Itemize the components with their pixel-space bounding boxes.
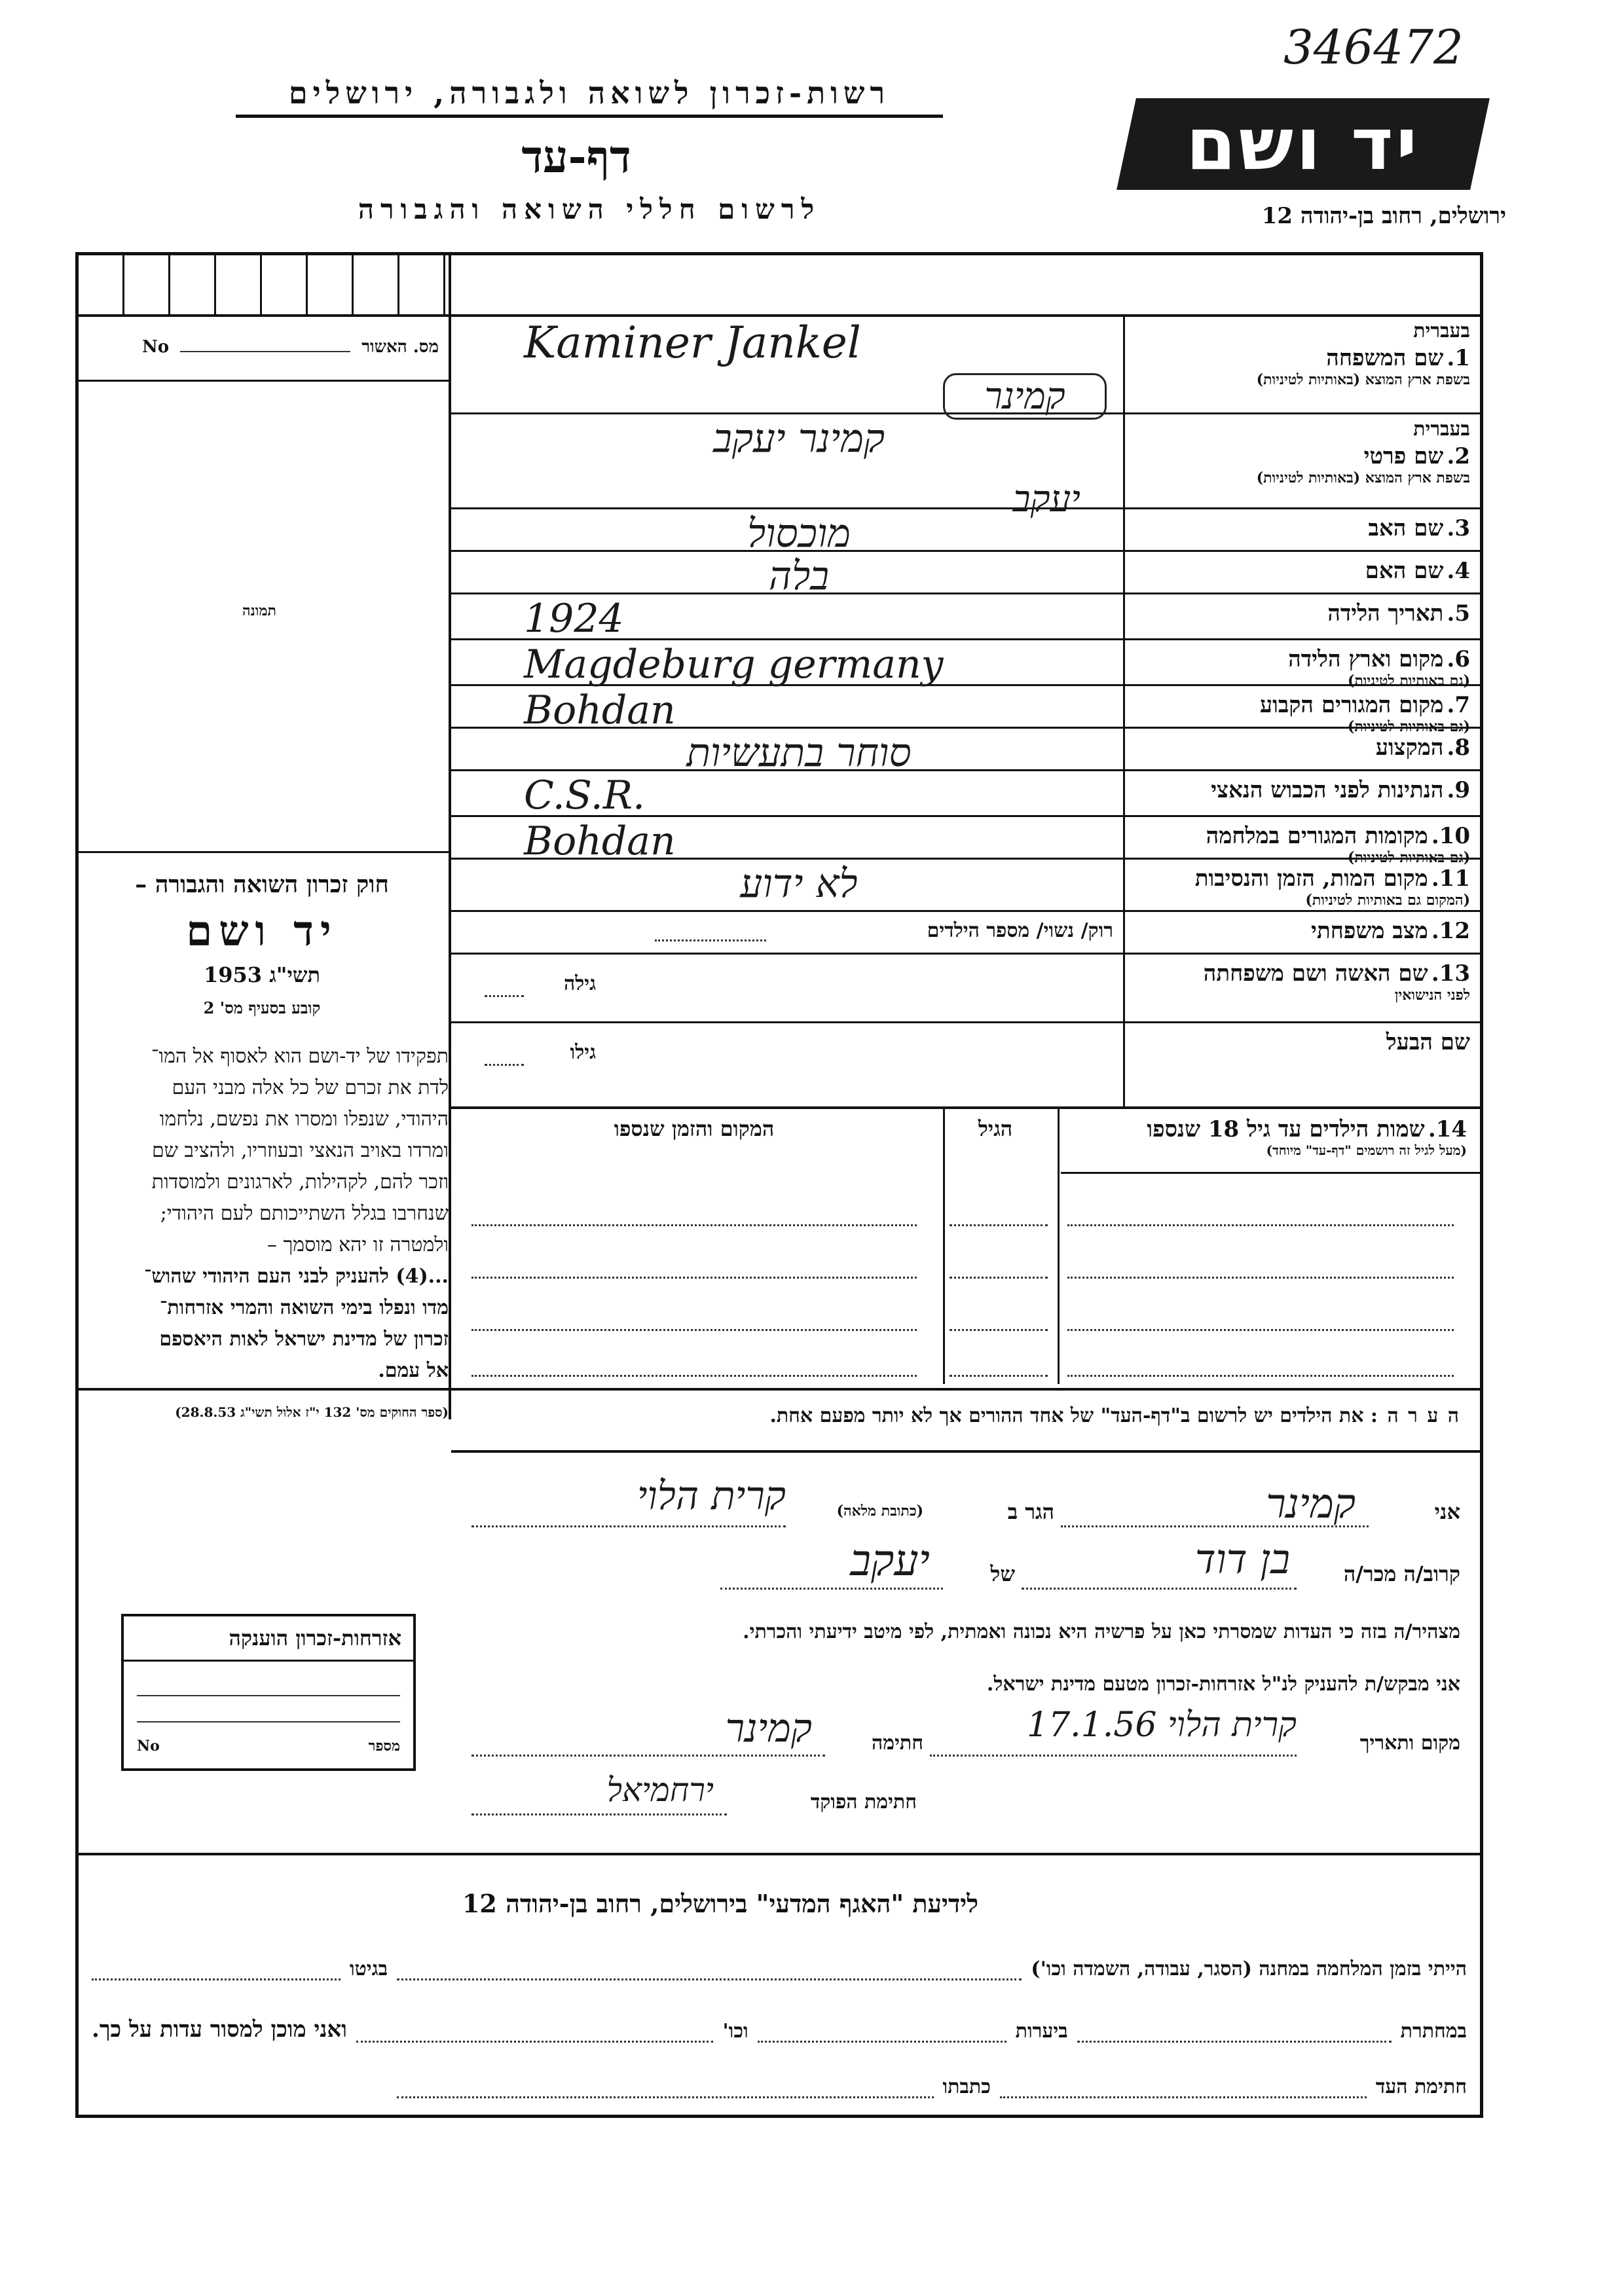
yad-vashem-logo <box>1116 98 1490 190</box>
law-text-line: וזכר להם, לקהילות, לארגונים ולמוסדות <box>151 1171 449 1194</box>
field-label: שם פרטי <box>1363 443 1444 469</box>
note-top-line <box>79 1388 1483 1391</box>
declaration-i-label: אני <box>1434 1499 1460 1524</box>
top-strip-boxes <box>79 254 445 314</box>
spouse-age-line[interactable] <box>485 1064 524 1066</box>
hebrew-tag: בעברית <box>1413 418 1470 441</box>
field-label: שם האב <box>1368 515 1444 541</box>
field-label: שם האם <box>1365 558 1444 584</box>
field-value[interactable]: Bohdan <box>524 687 676 733</box>
field-sublabel: (גם באותיות לטיניות) <box>1347 672 1470 689</box>
officer-signature-value: ירחמיאל <box>606 1771 714 1809</box>
footer-witness-address-label: כתבתו <box>942 2075 991 2098</box>
footer-camp-line[interactable] <box>397 1965 1022 1980</box>
citizenship-no-label: No <box>137 1738 160 1755</box>
note-label: ה ע ר ה : <box>1370 1404 1460 1427</box>
field-number: 5. <box>1447 600 1470 627</box>
field-label-cell <box>1130 689 1470 735</box>
field-label: שם האשה ושם משפחתה <box>1203 960 1428 987</box>
children-place-column-header: המקום והזמן שנספו <box>614 1116 775 1141</box>
footer-etc-line[interactable] <box>356 2027 713 2043</box>
field-label-cell <box>1130 319 1470 388</box>
field-label-cell <box>1130 774 1470 803</box>
field-value[interactable]: בלה <box>768 553 830 599</box>
declarant-relation-value: בן דוד <box>1194 1535 1290 1583</box>
signature-line[interactable] <box>471 1755 825 1757</box>
field-label: שם הבעל <box>1386 1029 1470 1055</box>
declaration-request: אני מבקש/ת להעניק לנ"ל אזרחות-זכרון מטעם מדינת ישראל. <box>986 1673 1460 1696</box>
children-col-line-1 <box>1058 1109 1060 1384</box>
note-bottom-line <box>451 1450 1483 1453</box>
declarant-name-value: קמינר <box>1266 1480 1356 1527</box>
field-number: 13. <box>1431 960 1470 987</box>
marital-status-options[interactable] <box>773 919 1113 942</box>
footer-forests-line[interactable] <box>758 2027 1006 2043</box>
law-text-line: ...(4) להעניק לבני העם היהודי שהוש־ <box>143 1265 449 1288</box>
field-label: המקצוע <box>1375 735 1444 761</box>
law-text-line: לדת את זכרם של כל אלה מבני העם <box>172 1076 449 1099</box>
declaration-statement: מצהיר/ה בזה כי העדות שמסרתי כאן על פרשיה היא נכונה ואמתית, לפי מיטב ידיעתי והכרתי. <box>743 1620 1460 1643</box>
footer-witness-signature-label: חתימת העד <box>1375 2075 1467 2098</box>
law-name: יד ושם <box>186 907 338 956</box>
children-header-underline <box>1061 1172 1483 1174</box>
spouse-age-label: גילה <box>563 972 596 995</box>
marital-status-text: רוק/ נשוי/ מספר הילדים <box>927 919 1113 942</box>
authority-name: רשות-זכרון לשואה ולגבורה, ירושלים <box>236 75 943 118</box>
law-text-line: ולמטרה זו יהא מוסמך – <box>267 1233 449 1256</box>
field-value[interactable]: Kaminer Jankel <box>524 318 861 368</box>
footer-top-line <box>79 1853 1483 1855</box>
field-number: 6. <box>1447 646 1470 672</box>
law-title: חוק זכרון השואה והגבורה – <box>135 871 389 898</box>
law-clause: קובע בסעיף מס' 2 <box>203 998 321 1017</box>
law-text-line: ומרדו באויב הנאצי ובעוזריו, ולהציב שם <box>152 1139 449 1162</box>
child-row-4-place[interactable] <box>471 1375 917 1377</box>
field-sublabel: (גם באותיות לטיניות) <box>1347 718 1470 735</box>
law-text-line: אל עמם. <box>378 1359 449 1382</box>
field-row-separator <box>451 910 1483 912</box>
field-sublabel: בשפת ארץ המוצא (באותיות לטיניות) <box>1256 371 1470 388</box>
law-text-line: תפקידו של יד-ושם הוא לאסוף אל המו־ <box>151 1045 449 1068</box>
officer-signature-label: חתימת הפוקד <box>810 1791 917 1813</box>
field-label: תאריך הלידה <box>1327 600 1444 627</box>
citizenship-number-label: מספר <box>368 1738 400 1755</box>
declarant-of-line[interactable] <box>720 1588 943 1590</box>
sidebar-divider <box>449 254 451 1419</box>
law-text-line: היהודי, שנפלו ומסרו את נפשם, נלחמו <box>159 1108 449 1131</box>
place-date-line[interactable] <box>930 1755 1297 1757</box>
hebrew-tag: בעברית <box>1413 319 1470 342</box>
place-date-value: קרית הלוי 17.1.56 <box>1027 1705 1297 1745</box>
field-label: מקום המות, הזמן והנסיבות <box>1194 866 1428 892</box>
footer-witness-signature-line[interactable] <box>1000 2083 1367 2098</box>
declarant-of-value: יעקב <box>850 1535 930 1586</box>
footer-line-2 <box>92 2016 1467 2043</box>
law-year: תשי"ג 1953 <box>204 962 320 987</box>
footer-line-3 <box>92 2075 1467 2098</box>
field-number: 4. <box>1447 558 1470 584</box>
field-label-cell <box>1130 555 1470 584</box>
declarant-relation-line[interactable] <box>1022 1588 1297 1590</box>
footer-underground-line[interactable] <box>1077 2027 1392 2043</box>
field-label-cell <box>1130 863 1470 909</box>
field-value[interactable]: Bohdan <box>524 818 676 864</box>
label-divider <box>1123 314 1125 1106</box>
child-row-2-age[interactable] <box>950 1277 1048 1279</box>
children-count-line[interactable] <box>655 939 766 941</box>
institution-address: ירושלים, רחוב בן-יהודה 12 <box>1261 203 1506 229</box>
field-value[interactable]: 1924 <box>524 596 624 642</box>
footer-ghetto-label: בגיטו <box>350 1958 388 1980</box>
child-row-1-place[interactable] <box>471 1224 917 1226</box>
field-label-cell <box>1130 598 1470 627</box>
field-value[interactable]: מוכסול <box>747 511 851 556</box>
child-row-3-age[interactable] <box>950 1329 1048 1331</box>
footer-forests-label: ביערות <box>1015 2020 1068 2043</box>
law-text-line: שנחרבו בגלל השתייכותם לעם היהודי; <box>160 1202 449 1225</box>
field-number: 2. <box>1447 443 1470 469</box>
declaration-relative-label: קרוב/ה מכר/ה <box>1343 1561 1460 1586</box>
field-label-cell <box>1130 513 1470 541</box>
place-date-label: מקום ותאריך <box>1359 1732 1460 1755</box>
children-header <box>1064 1116 1467 1159</box>
field-sublabel: לפני הנישואין <box>1394 987 1470 1004</box>
field-label-cell <box>1130 958 1470 1004</box>
child-row-3-name[interactable] <box>1067 1329 1454 1331</box>
law-text-line: זכרון של מדינת ישראל לאות היאספם <box>159 1328 449 1351</box>
footer-underground-label: במחתרת <box>1400 2020 1467 2043</box>
field-number: 9. <box>1447 777 1470 803</box>
field-value-secondary: יעקב <box>1012 478 1080 520</box>
citizenship-box-title: אזרחות-זכרון הוענקה <box>124 1616 413 1662</box>
field-label: מקום וארץ הלידה <box>1288 646 1444 672</box>
declarant-address-line[interactable] <box>471 1525 786 1527</box>
signature-value: קמינר <box>725 1705 812 1751</box>
footer-camp-label: הייתי בזמן המלחמה במחנה (הסגר, עבודה, השמדה וכו') <box>1031 1958 1467 1980</box>
field-sublabel: בשפת ארץ המוצא (באותיות לטיניות) <box>1256 469 1470 486</box>
law-source: (ספר החוקים מס' 132 י"ז אלול תשי"ג 28.8.53) <box>175 1404 449 1420</box>
top-strip-line <box>75 314 1483 317</box>
field-number: 8. <box>1447 735 1470 761</box>
handwritten-archive-number: 346472 <box>1283 20 1464 75</box>
field-number: 3. <box>1447 515 1470 541</box>
field-number: 10. <box>1431 823 1470 849</box>
photo-top-line <box>79 380 449 382</box>
footer-etc-label: וכו' <box>722 2020 748 2043</box>
child-row-2-name[interactable] <box>1067 1277 1454 1279</box>
field-label-cell <box>1130 1027 1470 1055</box>
law-text-block <box>75 1041 449 1387</box>
footer-title: לידיעת "האגף המדעי" בירושלים, רחוב בן-יהודה 12 <box>462 1889 979 1918</box>
field-value[interactable]: קמינר יעקב <box>712 416 885 462</box>
note-text: את הילדים יש לרשום ב"דף-העד" של אחד ההורים אך לא יותר מפעם אחת. <box>769 1404 1364 1427</box>
footer-witness-address-line[interactable] <box>397 2083 934 2098</box>
field-label-cell <box>1130 644 1470 689</box>
logo-text: יד ושם <box>1186 102 1420 186</box>
field-label-cell <box>1130 820 1470 866</box>
spouse-age-label: גילו <box>570 1041 596 1064</box>
field-number: 12. <box>1431 918 1470 944</box>
child-row-4-age[interactable] <box>950 1375 1048 1377</box>
child-row-2-place[interactable] <box>471 1277 917 1279</box>
field-label: הנתינות לפני הכבוש הנאצי <box>1211 777 1444 803</box>
children-num: 14. <box>1428 1116 1467 1142</box>
photo-bottom-line <box>79 851 449 853</box>
field-row-separator <box>451 1021 1483 1023</box>
citizenship-box <box>121 1614 416 1771</box>
footer-testimony-label: ואני מוכן למסור עדות על כך. <box>92 2016 347 2043</box>
field-label: מקום המגורים הקבוע <box>1259 692 1444 718</box>
field-number: 7. <box>1447 692 1470 718</box>
child-row-3-place[interactable] <box>471 1329 917 1331</box>
children-label: שמות הילדים עד גיל 18 שנספו <box>1147 1116 1425 1142</box>
children-sub: (מעל לגיל זה רושמים "דף-עד" מיוחד) <box>1266 1142 1467 1158</box>
approval-no-label: No <box>141 337 170 357</box>
children-top-line <box>451 1106 1483 1109</box>
footer-line-1 <box>92 1958 1467 1980</box>
children-col-line-2 <box>943 1109 945 1384</box>
note-row <box>471 1404 1460 1427</box>
law-text-line: מדו ונפלו בימי השואה והמרי אזרחות־ <box>159 1296 449 1319</box>
field-label: מקומות המגורים במלחמה <box>1206 823 1428 849</box>
form-subtitle: לרשום חללי השואה והגבורה <box>358 193 821 225</box>
field-row-separator <box>451 953 1483 955</box>
declaration-of-label: של <box>990 1561 1015 1586</box>
field-value[interactable]: Magdeburg germany <box>524 642 944 687</box>
field-label: שם המשפחה <box>1326 345 1444 371</box>
field-value[interactable]: סוחר בתעשיות <box>686 730 912 776</box>
field-number: 1. <box>1447 345 1470 371</box>
signature-label: חתימה <box>872 1732 923 1755</box>
declaration-living-label: הגר ב <box>1007 1499 1054 1524</box>
field-number: 11. <box>1431 866 1470 892</box>
officer-signature-line[interactable] <box>471 1813 727 1815</box>
approval-label: מס. האשור <box>361 337 439 357</box>
spouse-age-line[interactable] <box>485 995 524 997</box>
declaration-full-address-label: (כתובת מלאה) <box>836 1503 923 1520</box>
footer-ghetto-line[interactable] <box>92 1965 341 1980</box>
field-sublabel: (המקום גם באותיות לטיניות) <box>1305 892 1470 909</box>
child-row-1-name[interactable] <box>1067 1224 1454 1226</box>
photo-placeholder-label: תמונה <box>242 602 276 619</box>
child-row-1-age[interactable] <box>950 1224 1048 1226</box>
children-age-column-header: הגיל <box>978 1116 1013 1141</box>
child-row-4-name[interactable] <box>1067 1375 1454 1377</box>
field-label-cell <box>1130 418 1470 486</box>
field-sublabel: (גם באותיות לטיניות) <box>1347 849 1470 866</box>
field-label-cell <box>1130 915 1470 944</box>
field-value[interactable]: לא ידוע <box>740 861 858 907</box>
field-label-cell <box>1130 732 1470 761</box>
field-value-secondary: קמינר <box>943 373 1107 420</box>
approval-row <box>98 337 439 357</box>
declarant-address-value: קרית הלוי <box>637 1473 786 1519</box>
field-label: מצב משפחתי <box>1311 918 1428 944</box>
field-value[interactable]: C.S.R. <box>524 773 646 818</box>
form-title: דף-עד <box>521 131 631 183</box>
